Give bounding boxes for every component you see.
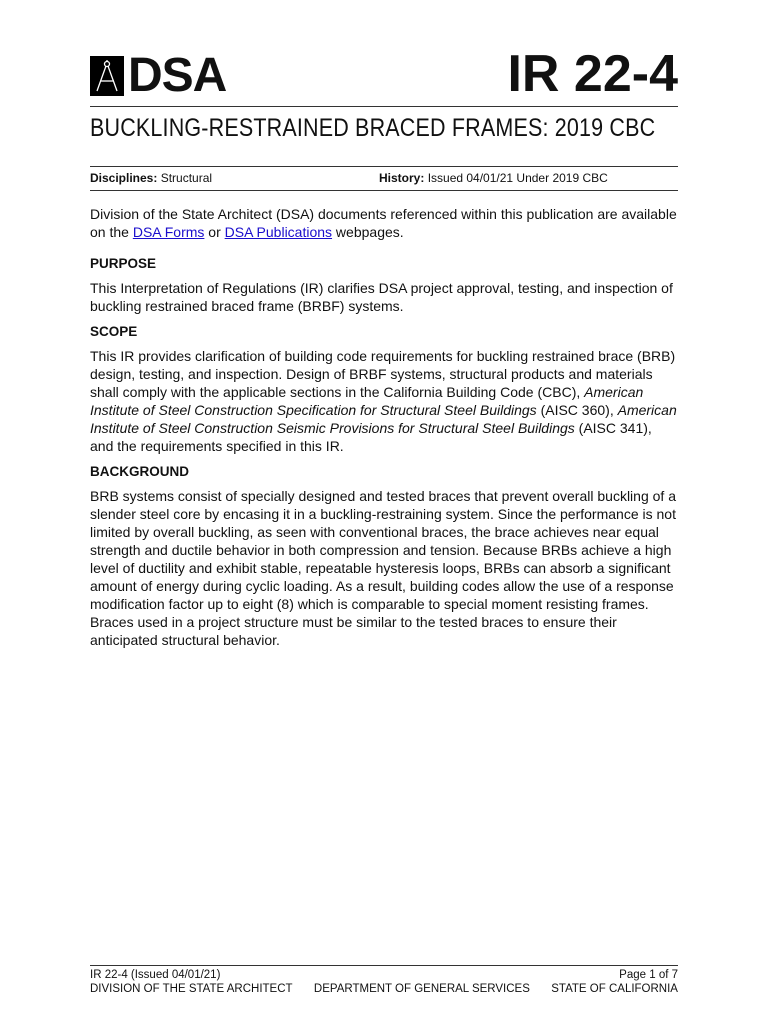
history-value: Issued 04/01/21 Under 2019 CBC [427,171,608,185]
aisc-341-title: American Institute of Steel Construction Seismic Provisions for Structural Steel Buildings [90,402,677,436]
dsa-forms-link[interactable]: DSA Forms [132,224,205,240]
footer [90,968,678,996]
text: Division of the State Architect (DSA) documents referenced within this publication are available on the [90,206,677,240]
history-label: History: [379,171,425,185]
page-number: Page 1 of 7 [619,969,678,981]
disciplines-value: Structural [160,171,213,185]
header [90,45,678,103]
text: or [204,224,225,240]
background-paragraph: BRB systems consist of specially designed and tested braces that prevent overall buckling of a slender steel core by encasing it in a buckling-restraining system. Since the performance is not limited by overall buckling, as seen with conventional braces, the brace achieves near equal strength and ductile behavior in both compression and tension. Because BRBs achieve a high level of ductility and exhibit stable, repeatable hysteresis loops, BRBs can absorb a significant amount of energy during cyclic loading. As a result, building codes allow the use of a response modification factor up to eight (8) which is comparable to special moment resisting frames. Braces used in a project structure must be similar to the tested braces to ensure their anticipated structural behavior. [90,488,676,648]
divider [90,166,678,167]
footer-org-dgs: DEPARTMENT OF GENERAL SERVICES [313,983,530,995]
text: (AISC 360), [536,402,618,418]
meta-row [90,171,678,185]
page-title: BUCKLING-RESTRAINED BRACED FRAMES: 2019 CBC [90,114,656,142]
purpose-paragraph: This Interpretation of Regulations (IR) clarifies DSA project approval, testing, and inspection of buckling restrained braced frame (BRBF) systems. [90,280,673,314]
background-heading: BACKGROUND [90,464,189,479]
disciplines-label: Disciplines: [90,171,158,185]
footer-org-state: STATE OF CALIFORNIA [551,983,678,995]
footer-org-dsa: DIVISION OF THE STATE ARCHITECT [90,983,293,995]
document-body [90,205,678,657]
footer-doc-id: IR 22-4 (Issued 04/01/21) [90,969,221,981]
text: This IR provides clarification of building code requirements for buckling restrained brace (BRB) design, testing, and inspection. Design of BRBF systems, structural products and materials shall comply with the applicable sections in the California Building Code (CBC), [90,348,676,400]
purpose-heading: PURPOSE [90,256,157,271]
logo-text: DSA [128,49,227,102]
text: (AISC 341), and the requirements specified in this IR. [90,420,652,454]
aisc-360-title: American Institute of Steel Construction Specification for Structural Steel Buildings [90,384,644,418]
document-id: IR 22-4 [507,45,678,103]
dsa-logo [90,49,227,102]
dsa-publications-link[interactable]: DSA Publications [224,224,333,240]
divider [90,190,678,191]
compass-icon [90,56,124,96]
footer-divider [90,965,678,966]
text: webpages. [332,224,404,240]
disciplines [90,171,212,185]
scope-paragraph [90,347,678,455]
history [379,171,608,185]
divider [90,106,678,107]
intro-paragraph [90,205,678,241]
scope-heading: SCOPE [90,324,138,339]
